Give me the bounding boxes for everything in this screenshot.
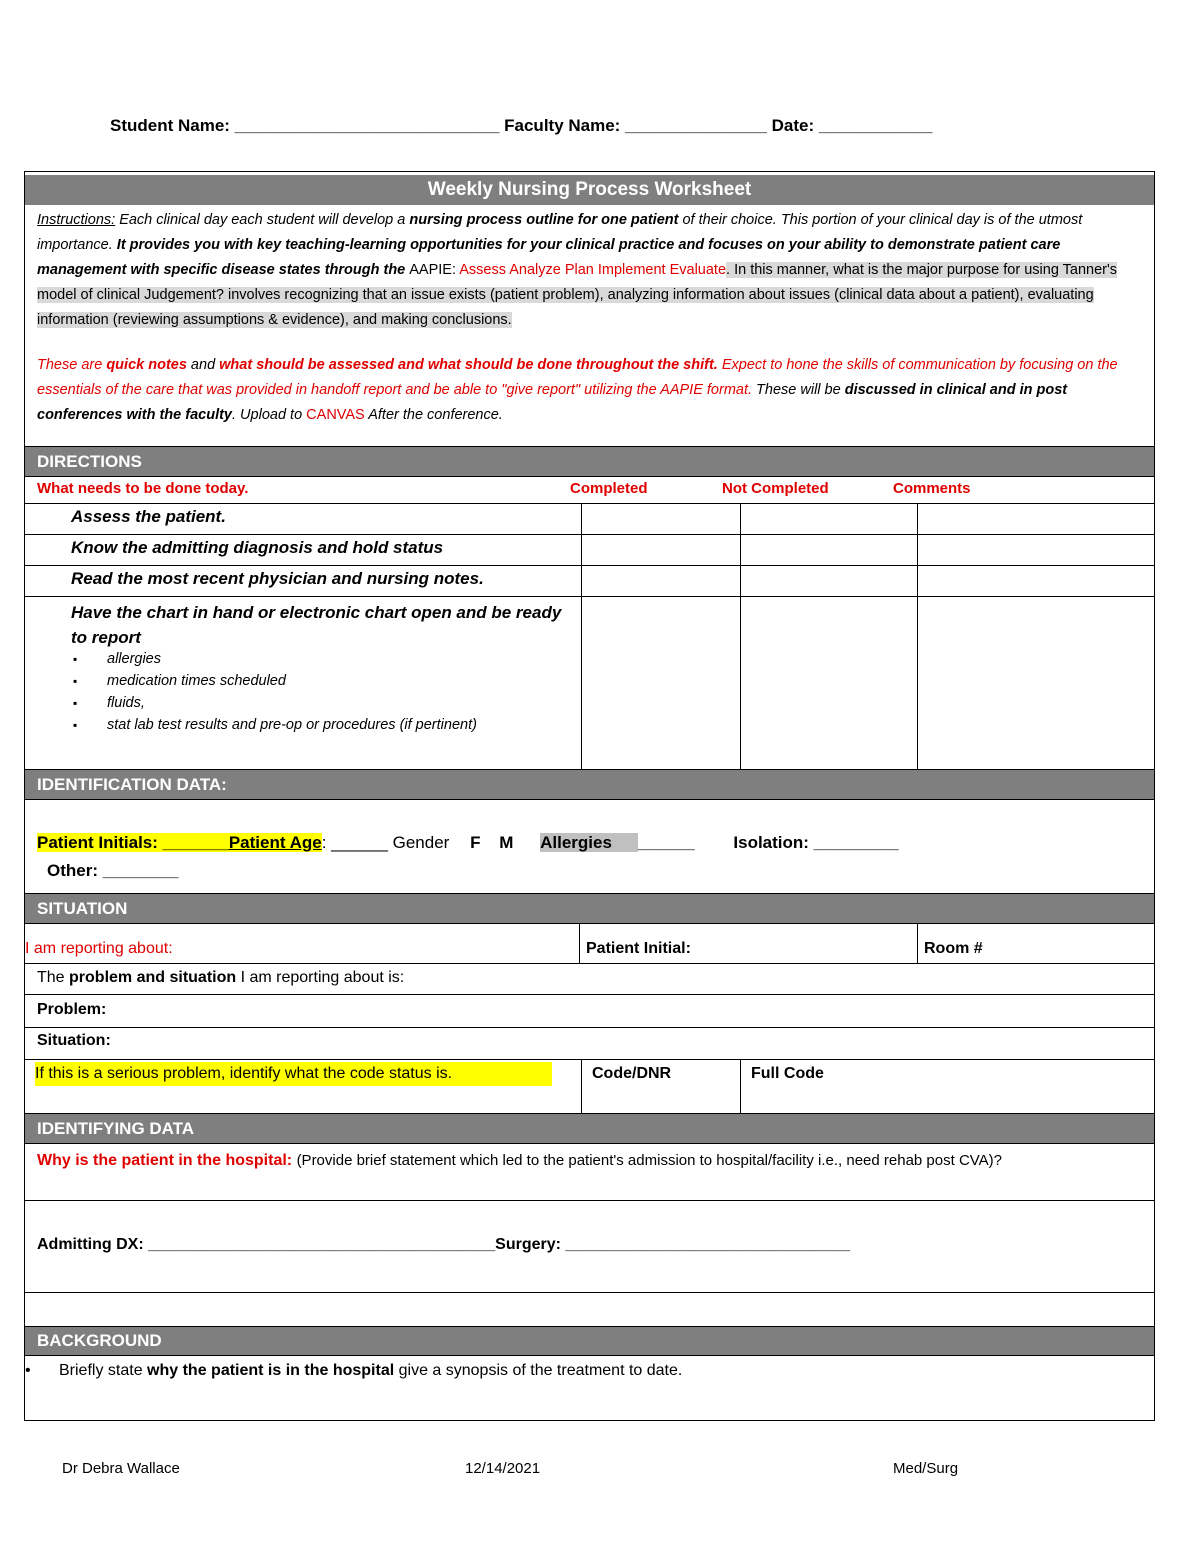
col-completed-header: Completed [570,480,648,497]
divider [25,963,1154,964]
identification-row [37,833,899,853]
patient-initials-field[interactable]: Patient Initials: _______ [37,833,229,852]
direction-item: Read the most recent physician and nursing notes. [71,569,484,588]
divider [25,476,1154,477]
divider [25,923,1154,924]
notes-text: quick notes [106,357,187,373]
divider [25,799,1154,800]
background-text: why the patient is in the hospital [147,1362,395,1379]
faculty-name-field[interactable]: Faculty Name: _______________ [504,116,767,135]
full-code-option[interactable]: Full Code [751,1065,824,1082]
header-line [110,116,932,136]
col-task-header: What needs to be done today. [37,480,249,497]
direction-item: Assess the patient. [71,507,226,526]
admitting-dx-field[interactable]: Admitting DX: _______________________________________ [37,1236,496,1253]
worksheet-title: Weekly Nursing Process Worksheet [25,175,1154,205]
isolation-field[interactable]: Isolation: _________ [733,833,899,852]
surgery-field[interactable]: Surgery: ________________________________ [495,1236,851,1253]
divider [25,1059,1154,1060]
code-dnr-option[interactable]: Code/DNR [592,1065,672,1082]
col-not-completed-header: Not Completed [722,480,829,497]
notes-text: what should be assessed and what should be done throughout the shift. [219,357,718,373]
column-divider [917,923,918,963]
problem-intro-text: problem and situation [69,969,237,986]
column-divider [579,923,580,963]
aapie-label: AAPIE: [409,262,457,278]
column-divider [581,1059,582,1113]
direction-item: Have the chart in hand or electronic chart open and be ready to report [71,603,562,647]
student-name-field[interactable]: Student Name: ____________________________ [110,116,500,135]
admitting-line [37,1236,850,1254]
notes-text: Expect to hone the skills of communication by focusing on the essentials of the care that was provided in handoff report and be able to "give report" utilizing the AAPIE format. [37,357,1118,398]
instructions-text: nursing process outline for one patient [409,212,679,228]
identification-heading: IDENTIFICATION DATA: [25,770,1154,799]
why-label: Why is the patient in the hospital: [37,1152,297,1169]
allergies-field[interactable]: ______ [637,833,695,852]
instructions-block [37,208,1137,428]
notes-text: . Upload to [232,407,307,423]
tanner-note: . In this manner, what is the major purpose for using Tanner's model of clinical Judgement? involves recognizing that an issue exists (patient problem), analyzing information about issues (clinical data about a patient), evaluating information (reviewing assumptions & evidence), and making conclusions. [37,262,1118,328]
divider [25,1027,1154,1028]
divider [25,565,1154,566]
notes-text: These are [37,357,107,373]
problem-intro [37,969,404,987]
canvas-label: CANVAS [306,407,365,423]
bullet-icon: • [25,1362,31,1379]
aapie-steps: Assess Analyze Plan Implement Evaluate [456,262,727,278]
gender-f-option[interactable]: F [470,833,481,852]
column-divider [581,503,582,769]
divider [25,994,1154,995]
problem-intro-text: I am reporting about is: [236,969,405,986]
divider [25,1200,1154,1201]
reporting-about-label: I am reporting about: [25,940,173,957]
problem-field[interactable]: Problem: [37,1001,107,1018]
gender-label: Gender [387,833,450,852]
directions-heading: DIRECTIONS [25,447,1154,476]
situation-heading: SITUATION [25,894,1154,923]
gender-m-option[interactable]: M [499,833,514,852]
notes-text: After the conference. [364,407,503,423]
footer-date: 12/14/2021 [465,1460,541,1477]
date-field[interactable]: Date: ____________ [771,116,933,135]
footer-course: Med/Surg [893,1460,959,1477]
patient-age-field[interactable]: : ______ [321,833,388,852]
identifying-heading: IDENTIFYING DATA [25,1114,1154,1143]
instructions-text: of their choice. This portion of your clinical day is of the utmost importance. [37,212,1083,253]
divider [25,503,1154,504]
patient-initial-field[interactable]: Patient Initial: [586,940,691,957]
divider [25,1143,1154,1144]
column-divider [740,503,741,769]
other-field[interactable]: Other: ________ [47,861,179,880]
report-checklist [73,648,477,736]
instructions-label: Instructions: [37,212,116,228]
room-field[interactable]: Room # [924,940,983,957]
background-bullet [25,1362,682,1380]
checklist-item: ▪ stat lab test results and pre-op or procedures (if pertinent) [73,714,477,736]
instructions-text: It provides you with key teaching-learning opportunities for your clinical practice and focuses on your ability to demonstrate patient care management with specific disease states through the [37,237,1061,278]
why-note: (Provide brief statement which led to the patient's admission to hospital/facility i.e., need rehab post CVA)? [296,1152,1003,1169]
worksheet-frame [24,171,1155,1421]
allergies-label: Allergies [540,833,638,852]
divider [25,1355,1154,1356]
patient-age-label: Patient Age [228,833,322,852]
code-status-prompt: If this is a serious problem, identify what the code status is. [35,1062,552,1086]
why-in-hospital [37,1152,1002,1170]
background-text: Briefly state [59,1362,148,1379]
background-heading: BACKGROUND [25,1327,1154,1355]
divider [25,596,1154,597]
footer-author: Dr Debra Wallace [62,1460,180,1477]
background-text: give a synopsis of the treatment to date. [394,1362,683,1379]
checklist-item: ▪ medication times scheduled [73,670,477,692]
checklist-item: ▪ allergies [73,648,477,670]
column-divider [740,1059,741,1113]
notes-text: and [186,357,220,373]
notes-text: These will be [752,382,845,398]
divider [25,1292,1154,1293]
checklist-item: ▪ fluids, [73,692,477,714]
column-divider [917,503,918,769]
problem-intro-text: The [37,969,70,986]
notes-text: discussed in clinical and in post conferences with the faculty [37,382,1068,423]
direction-item: Know the admitting diagnosis and hold status [71,538,444,557]
instructions-text: Each clinical day each student will develop a [115,212,410,228]
situation-field[interactable]: Situation: [37,1032,111,1049]
divider [25,534,1154,535]
col-comments-header: Comments [893,480,971,497]
